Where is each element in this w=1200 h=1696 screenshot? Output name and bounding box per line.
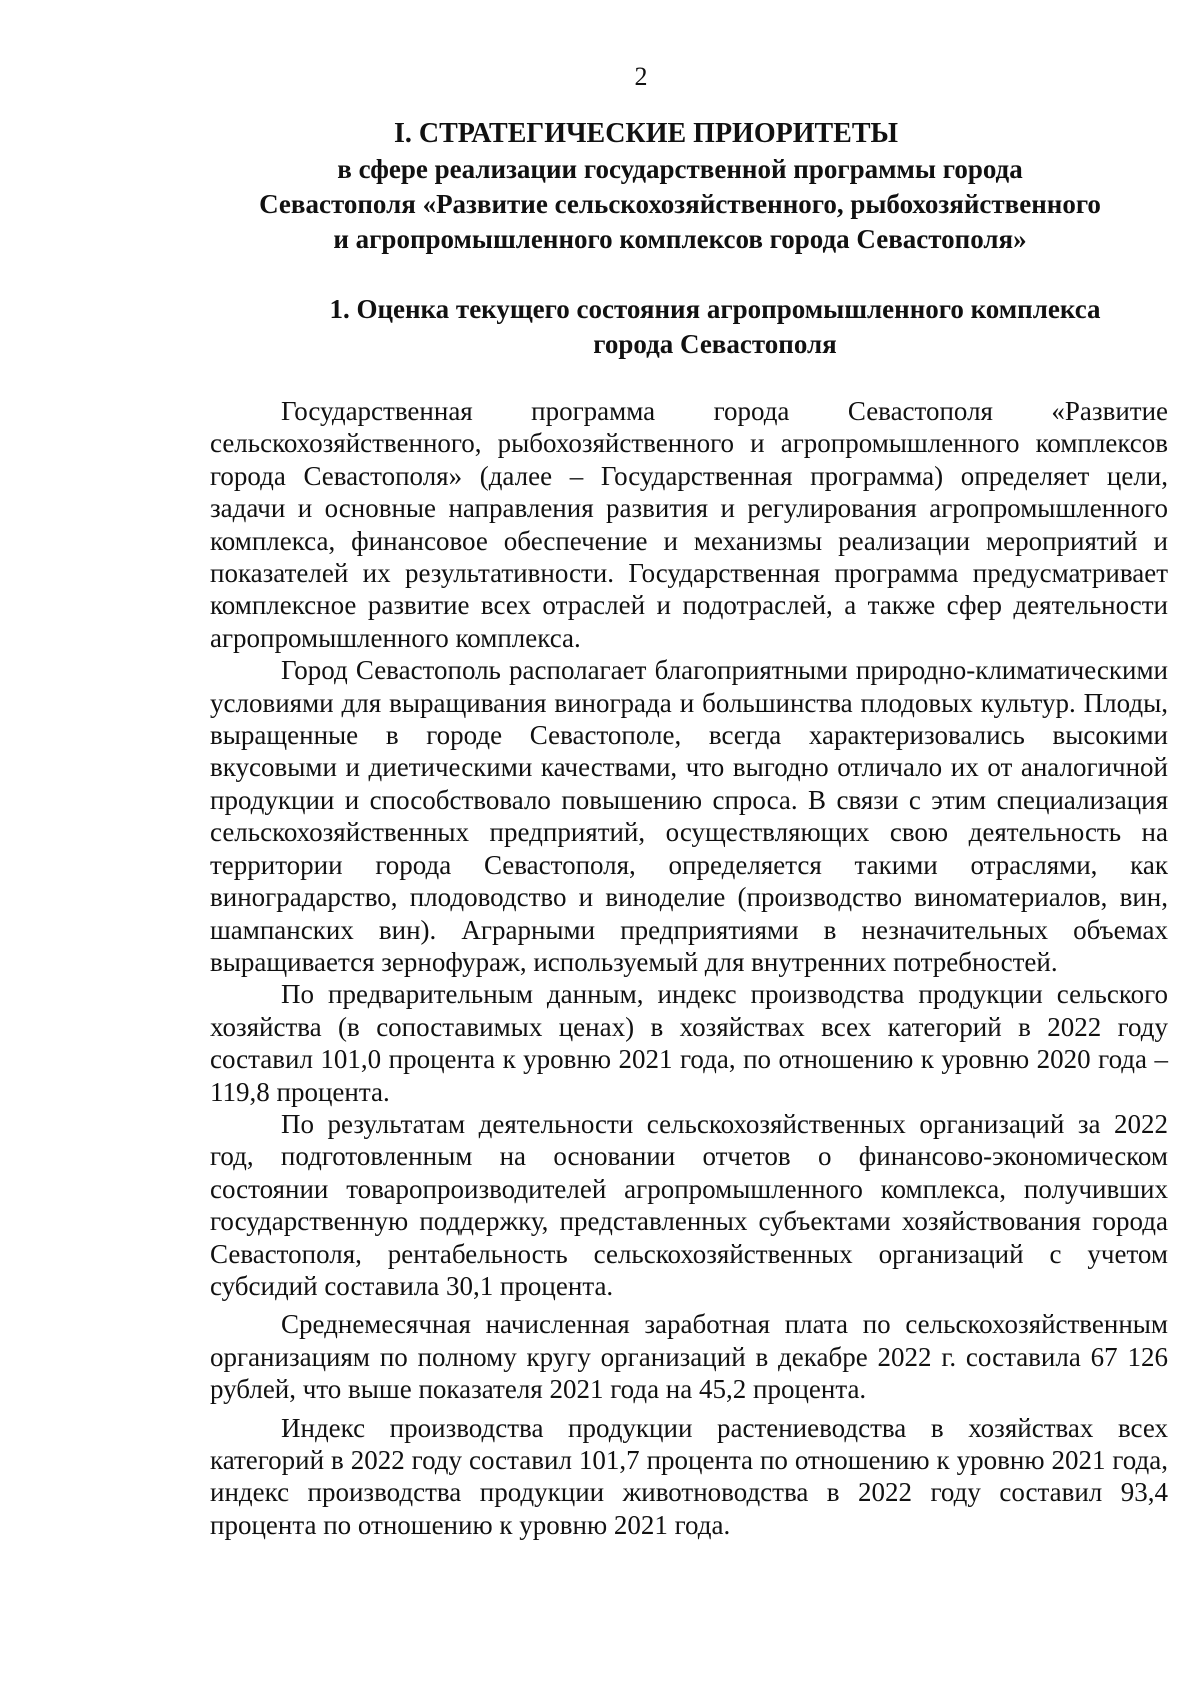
- subsection-heading-line: города Севастополя: [593, 329, 837, 359]
- section-subtitle-line: и агропромышленного комплексов города Севастополя»: [333, 224, 1027, 254]
- paragraph: По результатам деятельности сельскохозяйственных организаций за 2022 год, подготовленным на основании отчетов о финансово-экономическом состоянии товаропроизводителей агропромышленного комплекса, получивших государственную поддержку, представленных субъектами хозяйствования города Севастополя, рентабельность сельскохозяйственных организаций с учетом субсидий составила 30,1 процента.: [210, 1108, 1168, 1301]
- paragraph: Среднемесячная начисленная заработная плата по сельскохозяйственным организациям по полному кругу организаций в декабре 2022 г. составила 67 126 рублей, что выше показателя 2021 года на 45,2 процента.: [210, 1309, 1168, 1405]
- body-text: [210, 395, 1168, 1541]
- section-subtitle: [230, 152, 1130, 257]
- page-number: 2: [634, 62, 648, 91]
- paragraph: По предварительным данным, индекс производства продукции сельского хозяйства (в сопоставимых ценах) в хозяйствах всех категорий в 2022 году составил 101,0 процента к уровню 2021 года, по отношению к уровню 2020 года – 119,8 процента.: [210, 979, 1168, 1107]
- paragraph: Государственная программа города Севастополя «Развитие сельскохозяйственного, рыбохозяйственного и агропромышленного комплексов города Севастополя» (далее – Государственная программа) определяет цели, задачи и основные направления развития и регулирования агропромышленного комплекса, финансовое обеспечение и механизмы реализации мероприятий и показателей их результативности. Государственная программа предусматривает комплексное развитие всех отраслей и подотраслей, а также сфер деятельности агропромышленного комплекса.: [210, 396, 1168, 653]
- paragraph: Город Севастополь располагает благоприятными природно-климатическими условиями для выращивания винограда и большинства плодовых культур. Плоды, выращенные в городе Севастополе, всегда характеризовались высокими вкусовыми и диетическими качествами, что выгодно отличало их от аналогичной продукции и способствовало повышению спроса. В связи с этим специализация сельскохозяйственных предприятий, осуществляющих свою деятельность на территории города Севастополя, определяется такими отраслями, как виноградарство, плодоводство и виноделие (производство виноматериалов, вин, шампанских вин). Аграрными предприятиями в незначительных объемах выращивается зернофураж, используемый для внутренних потребностей.: [210, 655, 1168, 977]
- paragraph: Индекс производства продукции растениеводства в хозяйствах всех категорий в 2022 году составил 101,7 процента по отношению к уровню 2021 года, индекс производства продукции животноводства в 2022 году составил 93,4 процента по отношению к уровню 2021 года.: [210, 1412, 1168, 1540]
- section-subtitle-line: Севастополя «Развитие сельскохозяйственного, рыбохозяйственного: [259, 189, 1101, 219]
- section-subtitle-line: в сфере реализации государственной программы города: [337, 154, 1023, 184]
- subsection-heading: [300, 292, 1130, 362]
- subsection-heading-line: 1. Оценка текущего состояния агропромышленного комплекса: [329, 294, 1101, 324]
- section-title: I. СТРАТЕГИЧЕСКИЕ ПРИОРИТЕТЫ: [393, 118, 899, 149]
